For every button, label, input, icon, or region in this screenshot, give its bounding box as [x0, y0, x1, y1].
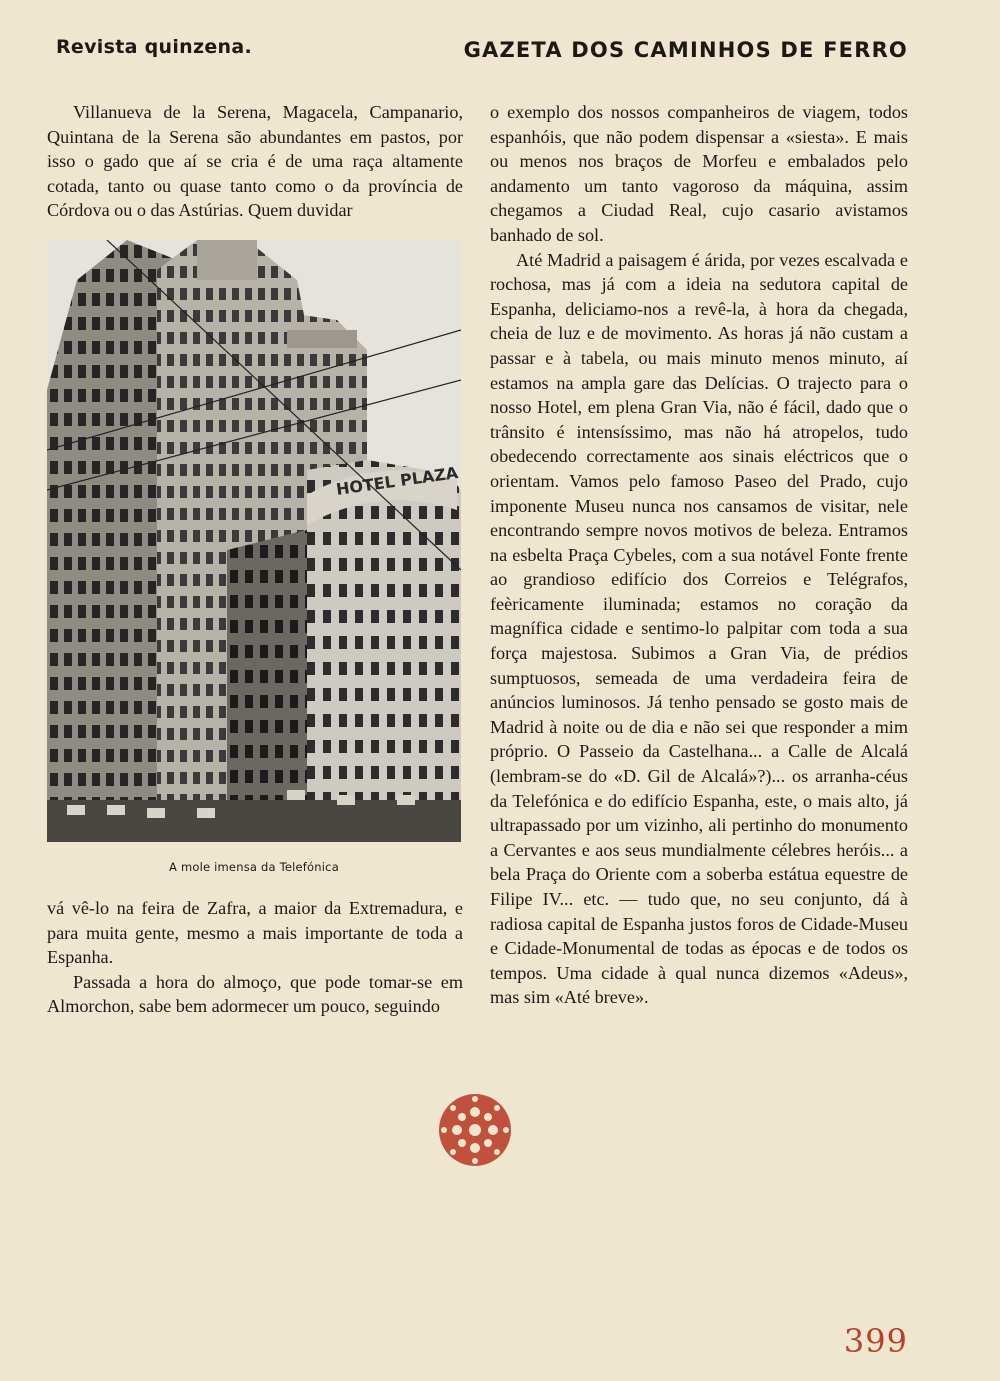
paragraph: vá vê-lo na feira de Zafra, a maior da Extremadura, e para muita gente, mesmo a mais importante de toda a Espanha. — [47, 898, 463, 968]
right-column — [490, 100, 908, 1010]
page-number: 399 — [843, 1322, 908, 1360]
rosette-ornament-icon — [436, 1090, 514, 1170]
paragraph: Passada a hora do almoço, que pode tomar-se em Almorchon, sabe bem adormecer um pouco, seguindo — [47, 971, 463, 1017]
periodicity-label: Revista quinzena. — [56, 36, 253, 58]
paragraph: o exemplo dos nossos companheiros de viagem, todos espanhóis, que não podem dispensar a «siesta». E mais ou menos nos braços de Morfeu e embalados pelo andamento um tanto vagoroso da máquina, assim chegamos a Ciudad Real, cujo casario avistamos banhado de sol. — [490, 102, 908, 245]
left-column-top — [47, 100, 463, 223]
paragraph: Villanueva de la Serena, Magacela, Campanario, Quintana de la Serena são abundantes em pastos, por isso o gado que aí se cria é de uma raça altamente cotada, tanto ou quase tanto como o da província de Córdova ou o das Astúrias. Quem duvidar — [47, 102, 463, 221]
journal-title: GAZETA DOS CAMINHOS DE FERRO — [463, 38, 908, 62]
left-column-bottom — [47, 896, 463, 1019]
hotel-sign: HOTEL PLAZA — [334, 463, 460, 499]
paragraph: Até Madrid a paisagem é árida, por vezes escalvada e rochosa, mas já com a ideia na sedutora capital de Espanha, deliciamo-nos a revê-la, à hora da chegada, cheia de luz e de movimento. As horas já não custam a passar e à tabela, ou mais minuto menos minuto, aí estamos na ampla gare das Delícias. O trajecto para o nosso Hotel, em plena Gran Via, não é fácil, dado que o trânsito é intensíssimo, mas não há atropelos, tudo obedecendo correctamente aos sinais eléctricos que o orientam. Vamos pelo famoso Paseo del Prado, cujo imponente Museu nunca nos cansamos de visitar, nele encontrando sempre novos motivos de beleza. Entramos na esbelta Praça Cybeles, com a sua notável Fonte frente ao grandioso edifício dos Correios e Telégrafos, feèricamente iluminada; estamos no coração da magnífica cidade e sentimo-lo palpitar com toda a sua força majestosa. Subimos a Gran Via, de prédios sumptuosos, semeada de uma verdadeira feira de anúncios luminosos. Já tenho pensado se gosto mais de Madrid à noite ou de dia e não sei que responder a mim próprio. O Passeio da Castelhana... a Calle de Alcalá (lembram-se do «D. Gil de Alcalá»?)... os arranha-céus da Telefónica e do edifício Espanha, este, o mais alto, já ultrapassado por um vizinho, ali pertinho do monumento a Cervantes e aos seus mundialmente célebres heróis... a bela Praça do Oriente com a soberba estátua equestre de Filipe IV... etc. — tudo que, no seu conjunto, dá à radiosa capital de Espanha justos foros de Cidade-Museu e Cidade-Monumental de todas as épocas e de todos os tempos. Uma cidade à qual nunca dizemos «Adeus», mas sim «Até breve». — [490, 249, 908, 1008]
telefonica-photo — [47, 240, 461, 842]
figure-caption: A mole imensa da Telefónica — [169, 860, 339, 874]
